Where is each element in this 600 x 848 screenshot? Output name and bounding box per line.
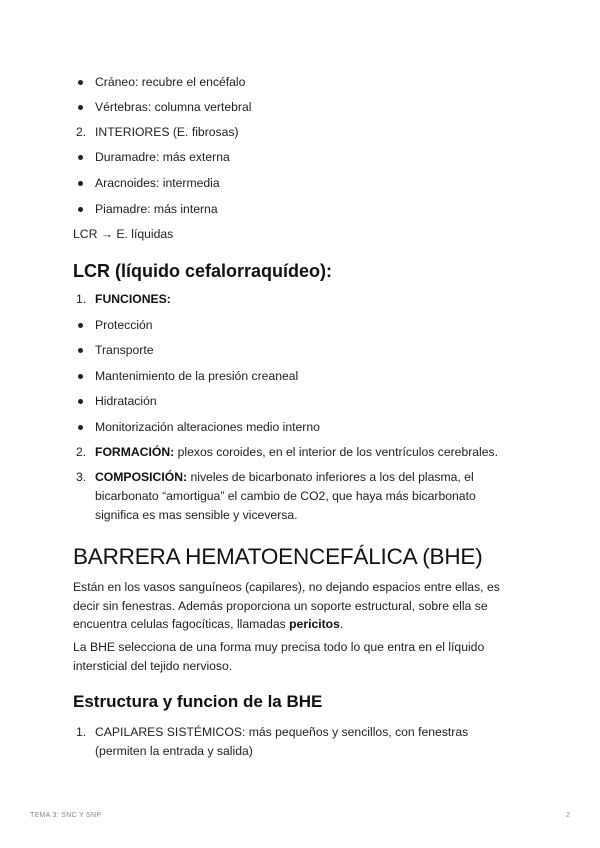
bhe-para2-line2: intersticial del tejido nervioso. xyxy=(73,659,233,673)
lcr-line: LCR → E. líquidas xyxy=(73,227,174,241)
bhe-para1-line3: encuentra celulas fagocíticas, llamadas pericitos. xyxy=(73,617,344,631)
list-item-duramadre: Duramadre: más externa xyxy=(95,150,230,164)
funcion-hidratacion: Hidratación xyxy=(95,394,157,408)
list-item-interiores: INTERIORES (E. fibrosas) xyxy=(95,125,239,139)
list-number: 3. xyxy=(76,470,87,484)
estructura-heading: Estructura y funcion de la BHE xyxy=(73,692,323,711)
funcion-monitorizacion: Monitorización alteraciones medio interno xyxy=(95,420,320,434)
bhe-para1-line2: decir sin fenestras. Además proporciona un soporte estructural, sobre ella se xyxy=(73,599,488,613)
funcion-transporte: Transporte xyxy=(95,343,154,357)
funcion-proteccion: Protección xyxy=(95,318,153,332)
bullet-icon xyxy=(78,105,83,110)
bhe-heading: BARRERA HEMATOENCEFÁLICA (BHE) xyxy=(73,544,483,569)
list-item-aracnoides: Aracnoides: intermedia xyxy=(95,176,220,190)
list-item-piamadre: Piamadre: más interna xyxy=(95,202,218,216)
composicion-line2: bicarbonato “amortigua” el cambio de CO2, que haya más bicarbonato xyxy=(95,489,476,503)
bullet-icon xyxy=(78,425,83,430)
lcr-heading: LCR (líquido cefalorraquídeo): xyxy=(73,261,332,281)
list-item-craneo: Cráneo: recubre el encéfalo xyxy=(95,75,246,89)
bullet-icon xyxy=(78,181,83,186)
list-number: 2. xyxy=(76,125,87,139)
composicion-item: COMPOSICIÓN: niveles de bicarbonato inferiores a los del plasma, el xyxy=(95,470,474,484)
list-number: 2. xyxy=(76,445,87,459)
bullet-icon xyxy=(78,207,83,212)
bullet-icon xyxy=(78,348,83,353)
composicion-line3: significa es mas sensible y viceversa. xyxy=(95,508,298,522)
bullet-icon xyxy=(78,155,83,160)
bullet-icon xyxy=(78,374,83,379)
bullet-icon xyxy=(78,80,83,85)
funcion-presion: Mantenimiento de la presión creaneal xyxy=(95,369,299,383)
capilares-line2: (permiten la entrada y salida) xyxy=(95,744,253,758)
bhe-para1-line1: Están en los vasos sanguíneos (capilares), no dejando espacios entre ellas, es xyxy=(73,580,500,594)
list-number: 1. xyxy=(76,725,87,739)
bullet-icon xyxy=(78,399,83,404)
footer-title: TEMA 3: SNC Y SNP xyxy=(30,812,102,819)
list-number: 1. xyxy=(76,292,87,306)
bullet-icon xyxy=(78,323,83,328)
funciones-label: FUNCIONES: xyxy=(95,292,171,306)
page-number: 2 xyxy=(566,812,571,819)
capilares-line1: CAPILARES SISTÉMICOS: más pequeños y sencillos, con fenestras xyxy=(95,725,469,739)
list-item-vertebras: Vértebras: columna vertebral xyxy=(95,100,252,114)
bhe-para2-line1: La BHE selecciona de una forma muy precisa todo lo que entra en el líquido xyxy=(73,640,485,654)
formacion-item: FORMACIÓN: plexos coroides, en el interior de los ventrículos cerebrales. xyxy=(95,445,499,459)
